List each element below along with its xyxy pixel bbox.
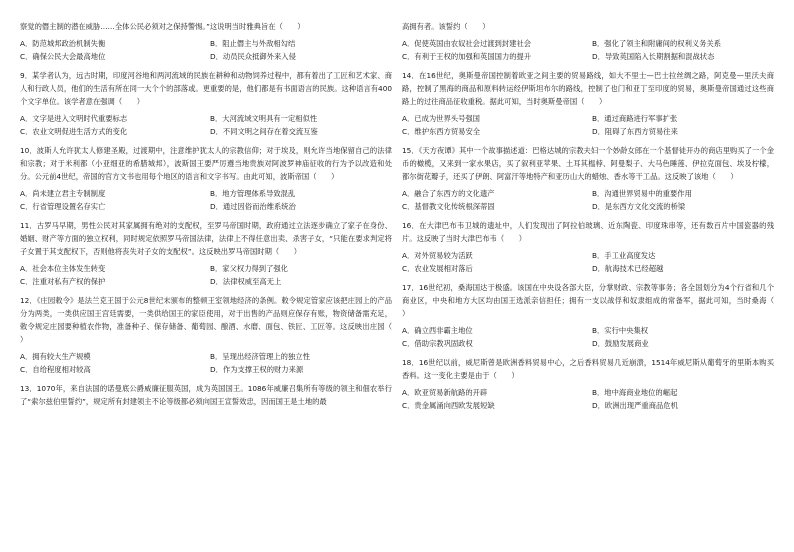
question-stem: 察觉的僭主制的潜在威胁……全体公民必须对之保持警惕。”这说明当时雅典旨在（ ） [20,22,305,31]
answer-options [402,386,774,412]
answer-options [402,249,774,275]
question-stem: 10．波斯人允许犹太人修建圣殿，过渡期中，注意维护犹太人的宗教信仰；对于埃及，则允许当地保留自己的法律和宗教；对于米利都（小亚细亚的希腊城邦），波斯国王要严厉遵当地贵族对阿波罗神庙征收的行为予以改造和处分。公元前4世纪，帝国的官方文书也用每个地区的语言和文字书写。由此可知，波斯帝国（ ） [20,146,392,181]
answer-option: D．航海技术已经超越 [592,264,664,273]
answer-option: D．动员民众抵御外来入侵 [210,52,296,61]
answer-option: A．已成为世界头号强国 [402,114,480,123]
question-q17 [402,281,789,350]
answer-option: D．作为支撑王权的财力来源 [210,365,304,374]
answer-option: B．通过商路进行军事扩张 [592,114,678,123]
question-q9 [20,69,392,138]
answer-options [402,112,774,138]
question-q10 [20,144,392,213]
answer-option: B．呈现出经济管理上的独立性 [210,352,310,361]
question-stem: 17．16世纪初，桑海国达于极盛。该国在中央设各部大臣，分掌财政、宗教等事务；各全国划分为4个行省和几个商业区，中央和地方大区均由国王选派亲信担任；拥有一支以战俘和奴隶组成的常备军，据此可知，当时桑海（ ） [402,283,789,318]
answer-option: C．行省管理设置名存实亡 [20,202,106,211]
answer-option: D．欧洲出现严重商品危机 [592,401,678,410]
question-stem: 18．16世纪以前，威尼斯曾是欧洲香料贸易中心，之后香料贸易几近崩溃，1514年威尼斯从葡萄牙的里斯本购买香料。这一变化主要是由于（ ） [402,358,774,380]
answer-option: C．自给程度相对较高 [20,365,91,374]
answer-option: A．欧亚贸易新航路的开辟 [402,388,488,397]
answer-option: A．社会本位主体发生转变 [20,264,106,273]
question-q15 [402,144,774,213]
answer-option: D．导致英国陷入长期割据和混战状态 [592,52,715,61]
answer-option: C．基督教文化传统根深蒂固 [402,202,495,211]
answer-option: D．通过因俗而治维系统治 [210,202,296,211]
answer-option: A．拥有较大生产规模 [20,352,91,361]
answer-option: D．是东西方文化交流的桥梁 [592,202,686,211]
right-column [402,20,789,418]
question-stem: 9．某学者认为，远古时期，印度河谷地和两河流域的民族在耕种和动物饲养过程中，都有着出了工匠和艺术家、商人和行政人员，他们的生活有所在同一大个个的部落或。更重要的是，他们都是有书面语言的民族。这种语言有400个文字单位。该学者意在强调（ ） [20,71,392,106]
answer-option: C．贵金属涌向西欧发展短缺 [402,401,495,410]
answer-option: B．实行中央集权 [592,326,649,335]
question-q14 [402,69,774,138]
answer-options [20,350,392,376]
question-q11 [20,219,392,288]
question-q18 [402,356,774,412]
answer-options [402,187,774,213]
left-column [20,20,407,412]
question-q8-tail [20,20,392,63]
question-stem: 16．在大津巴布韦卫城的遗址中，人们发现出了阿拉伯玻璃、近东陶瓷、印度珠串等，还有数百片中国瓷器的残片。这反映了当时大津巴布韦（ ） [402,221,774,243]
answer-option: A．文字是进入文明时代重要标志 [20,114,128,123]
answer-option: C．注重对私有产权的保护 [20,277,106,286]
question-stem: 15．《天方夜谭》其中一个故事描述道：巴格达城的宗教夫妇一个妙龄女郎在一个基督徒开办的商店里购买了一个金币的橄榄，又来到一家水果店，买了叙利亚苹果、土耳其榅桲、阿曼梨子、大马色睡莲、伊拉克面包、埃及柠檬，都尔街花瓣子，还买了伊朗、阿富汗等地特产和亚历山大的蜡烛、香水等干工品。这反映了该地（ ） [402,146,774,181]
answer-option: D．阻碍了东西方贸易往来 [592,127,678,136]
question-stem: 高拥有者。该誓约（ ） [402,22,490,31]
answer-option: C．维护东西方贸易安全 [402,127,481,136]
question-q12 [20,294,407,376]
answer-option: D．法律权威至高无上 [210,277,282,286]
question-stem: 11．古罗马早期，男性公民对其家属拥有绝对的支配权，至罗马帝国时期，政府通过立法逐步确立了家子在身份、婚姻、财产等方面的独立权利，同时规定依照罗马帝国法律，法律上不得任意出卖、杀害子女，“只能在要求判定将子女置于其支配权下，否则他将丧失对子女的支配权”。这反映出罗马帝国时期（ ） [20,221,392,256]
question-stem: 14．在16世纪，奥斯曼帝国控制着欧亚之间主要的贸易路线，如大不里士—巴士拉丝绸之路，阿克曼—里沃夫商路，控制了黑海的商品和原料转运经伊斯坦布尔的路线，控制了也门和亚丁至印度的贸易，奥斯曼帝国通过这些商路上的过往商品征收重税。据此可知，当时奥斯曼帝国（ ） [402,71,774,106]
question-q16 [402,219,774,275]
answer-options [20,112,392,138]
answer-option: B．手工业高度发达 [592,251,656,260]
answer-options [20,37,392,63]
answer-option: B．家父权力得到了强化 [210,264,288,273]
answer-option: C．确保公民大会最高地位 [20,52,106,61]
answer-option: A．融合了东西方的文化遗产 [402,189,495,198]
answer-option: B．强化了领主和附庸间的权利义务关系 [592,39,722,48]
answer-options [20,262,392,288]
answer-option: C．借助宗教巩固政权 [402,339,473,348]
answer-option: C．农业发展相对落后 [402,264,473,273]
answer-options [402,324,774,350]
answer-option: B．阻止僭主与外敌相勾结 [210,39,296,48]
answer-option: B．地中海商业地位的崛起 [592,388,678,397]
answer-options [402,37,774,63]
answer-option: B．大河流域文明具有一定相似性 [210,114,318,123]
answer-option: D．鼓励发展商业 [592,339,649,348]
question-stem: 13．1070年，来自法国的诺曼底公爵威廉征服英国，成为英国国王。1086年威廉召集所有等级的领主和佃农举行了“索尔兹伯里誓约”，规定所有封建领主不论等级都必须向国王宣誓效忠，因而国王是土地的最 [20,384,392,406]
answer-options [20,187,392,213]
answer-option: A．尚未建立君主专制制度 [20,189,106,198]
answer-option: A．促使英国由农奴社会过渡到封建社会 [402,39,532,48]
question-q13 [20,382,392,408]
answer-option: B．地方管理体系导致混乱 [210,189,296,198]
answer-option: A．对外贸易较为活跃 [402,251,473,260]
question-stem: 12．《庄园敕令》是法兰克王国于公元8世纪末颁布的整顿王室领地经济的条例。敕令规定管家应该把庄园上的产品分为两类，一类供应国王宫廷需要，一类供给国王的家臣使用，对于出售的产品则应保存有账，物资储备需充足，敕令规定庄园要种植农作物，准备种子、保存储备、葡萄园、酿酒、水磨、面包、铁匠、工匠等。这反映出庄园（ ） [20,296,407,344]
answer-option: D．不同文明之间存在着交流互鉴 [210,127,318,136]
answer-option: A．确立西非霸主地位 [402,326,473,335]
answer-option: A．防范城邦政治机制失衡 [20,39,106,48]
answer-option: C．有利于王权的加强和英国国力的提升 [402,52,532,61]
question-q13-tail [402,20,774,63]
answer-option: C．农业文明促进生活方式的变化 [20,127,128,136]
answer-option: B．沟通世界贸易中的重要作用 [592,189,692,198]
